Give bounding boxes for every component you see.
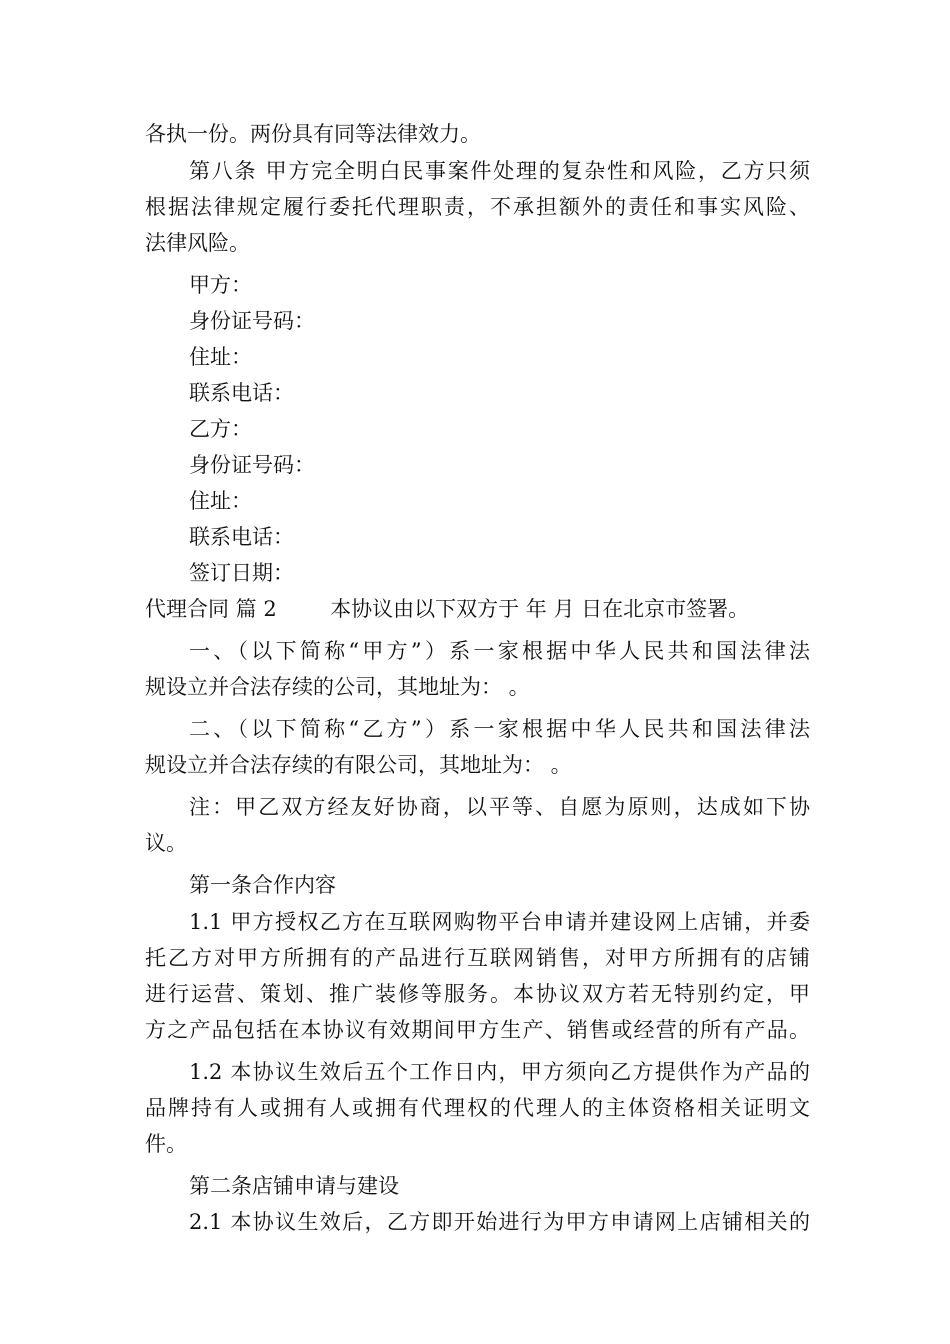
document-line: 身份证号码： — [189, 453, 315, 477]
document-line: 规设立并合法存续的有限公司，其地址为： 。 — [145, 753, 572, 777]
document-line: 2.1 本协议生效后，乙方即开始进行为甲方申请网上店铺相关的 — [189, 1210, 810, 1234]
document-line: 各执一份。两份具有同等法律效力。 — [145, 122, 481, 146]
document-line: 联系电话： — [189, 381, 294, 405]
document-line: 托乙方对甲方所拥有的产品进行互联网销售，对甲方所拥有的店铺 — [145, 946, 810, 970]
document-line: 第一条合作内容 — [189, 873, 336, 897]
document-line: 1.1 甲方授权乙方在互联网购物平台申请并建设网上店铺，并委 — [189, 910, 810, 934]
document-line: 件。 — [145, 1132, 187, 1156]
document-line: 二、（以下简称“乙方”）系一家根据中华人民共和国法律法 — [189, 717, 810, 741]
document-line: 联系电话： — [189, 525, 294, 549]
document-line: 规设立并合法存续的公司，其地址为： 。 — [145, 675, 530, 699]
document-line: 住址： — [189, 489, 252, 513]
document-line: 法律风险。 — [145, 231, 250, 255]
document-line: 注：甲乙双方经友好协商，以平等、自愿为原则，达成如下协 — [189, 795, 810, 819]
document-line: 1.2 本协议生效后五个工作日内，甲方须向乙方提供作为产品的 — [189, 1060, 810, 1084]
document-line: 根据法律规定履行委托代理职责，不承担额外的责任和事实风险、 — [145, 195, 810, 219]
document-line: 进行运营、策划、推广装修等服务。本协议双方若无特别约定，甲 — [145, 982, 810, 1006]
document-line: 一、（以下简称“甲方”）系一家根据中华人民共和国法律法 — [189, 639, 810, 663]
document-line: 身份证号码： — [189, 309, 315, 333]
document-line: 代理合同 篇 2 本协议由以下双方于 年 月 日在北京市签署。 — [145, 597, 750, 621]
document-line: 方之产品包括在本协议有效期间甲方生产、销售或经营的所有产品。 — [145, 1018, 810, 1042]
document-line: 品牌持有人或拥有人或拥有代理权的代理人的主体资格相关证明文 — [145, 1096, 810, 1120]
document-line: 签订日期： — [189, 561, 294, 585]
document-line: 乙方： — [189, 417, 252, 441]
document-line: 议。 — [145, 831, 187, 855]
document-line: 甲方： — [189, 273, 252, 297]
document-line: 第二条店铺申请与建设 — [189, 1174, 399, 1198]
document-line: 第八条 甲方完全明白民事案件处理的复杂性和风险，乙方只须 — [189, 159, 810, 183]
document-line: 住址： — [189, 345, 252, 369]
